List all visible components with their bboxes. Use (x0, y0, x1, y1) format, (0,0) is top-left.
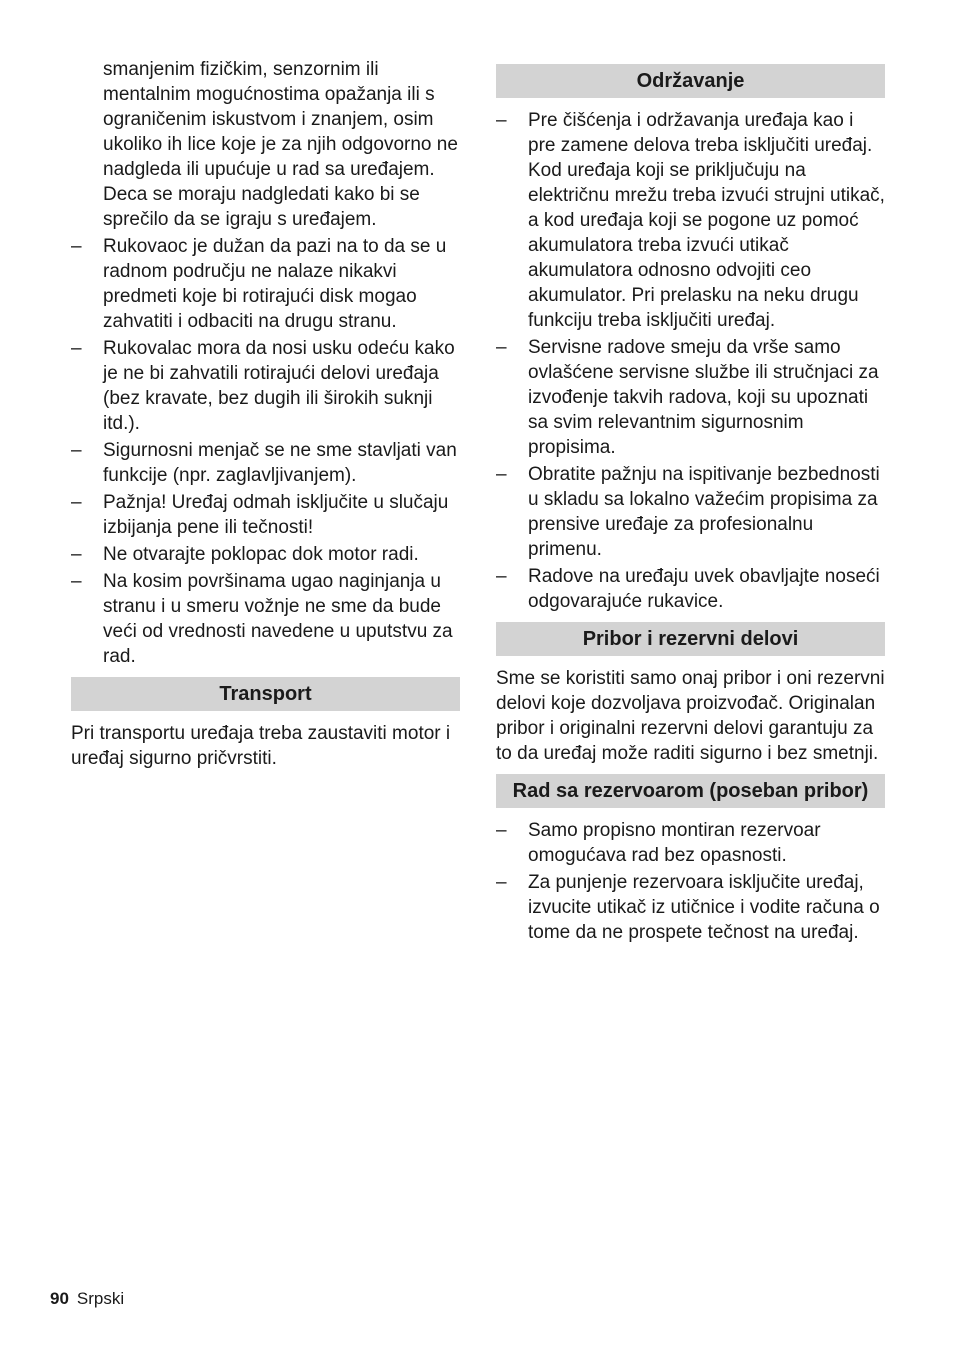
tank-list (496, 818, 885, 945)
page-number: 90 (50, 1289, 69, 1308)
list-item: – Rukovalac mora da nosi usku odeću kako je ne bi zahvatili rotirajući delovi uređaja (bez kravate, bez dugih ili širokih suknji itd.). (71, 338, 455, 434)
list-item: – Servisne radove smeju da vrše samo ovlašćene servisne službe ili stručnjaci za izvođenje takvih radova, koji su upoznati sa svim relevantnim sigurnosnim propisima. (496, 337, 879, 458)
list-item: – Ne otvarajte poklopac dok motor radi. (71, 544, 419, 565)
list-item: – Rukovaoc je dužan da pazi na to da se u radnom području ne nalaze nikakvi predmeti koje bi rotirajući disk mogao zahvatiti i odbaciti na drugu stranu. (71, 236, 447, 332)
list-item: – Sigurnosni menjač se ne sme stavljati van funkcije (npr. zaglavljivanjem). (71, 440, 457, 486)
list-item: – Obratite pažnju na ispitivanje bezbednosti u skladu sa lokalno važećim propisima za prensive uređaje za profesionalnu primenu. (496, 464, 880, 560)
footer-language: Srpski (76, 1289, 125, 1308)
list-item: – Samo propisno montiran rezervoar omogućava rad bez opasnosti. (496, 820, 821, 866)
safety-list (71, 57, 460, 669)
list-item: – Za punjenje rezervoara isključite uređaj, izvucite utikač iz utičnice i vodite računa o tome da ne prospete tečnost na uređaj. (496, 872, 880, 943)
section-heading-transport: Transport (71, 677, 460, 711)
accessories-paragraph: Sme se koristiti samo onaj pribor i oni rezervni delovi koje dozvoljava proizvođač. Originalan pribor i originalni rezervni delovi garantuju za to da uređaj može raditi sigurno i bez smetnji. (496, 668, 885, 764)
list-item: – Pre čišćenja i održavanja uređaja kao i pre zamene delova treba isključiti uređaj. Kod uređaja koji se priključuju na električnu mrežu treba izvući strujni utikač, a kod uređaja koji se pogone uz pomoć akumulatora treba izvući utikač akumulatora odnosno odvojiti ceo akumulator. Pri prelasku na neku drugu funkciju treba isključiti uređaj. (496, 110, 885, 331)
right-column (496, 64, 885, 947)
section-heading-accessories: Pribor i rezervni delovi (496, 622, 885, 656)
list-item: – Pažnja! Uređaj odmah isključite u slučaju izbijanja pene ili tečnosti! (71, 492, 449, 538)
page-footer (50, 1289, 124, 1309)
list-item: – Na kosim površinama ugao naginjanja u stranu i u smeru vožnje ne sme da bude veći od vrednosti navedene u uputstvu za rad. (71, 571, 453, 667)
list-item: – Radove na uređaju uvek obavljajte noseći odgovarajuće rukavice. (496, 566, 880, 612)
list-item: smanjenim fizičkim, senzornim ili mentalnim mogućnostima opažanja ili s ograničenim iskustvom i znanjem, osim ukoliko ih lice koje je za njih odgovorno ne nadgleda ili upućuje u rad sa uređajem. Deca se moraju nadgledati kako bi se sprečilo da se igraju s uređajem. (103, 59, 458, 230)
transport-paragraph: Pri transportu uređaja treba zaustaviti motor i uređaj sigurno pričvrstiti. (71, 723, 451, 769)
section-heading-tank: Rad sa rezervoarom (poseban pribor) (496, 774, 885, 808)
maintenance-list (496, 108, 885, 614)
section-heading-maintenance: Održavanje (496, 64, 885, 98)
left-column (71, 57, 460, 777)
